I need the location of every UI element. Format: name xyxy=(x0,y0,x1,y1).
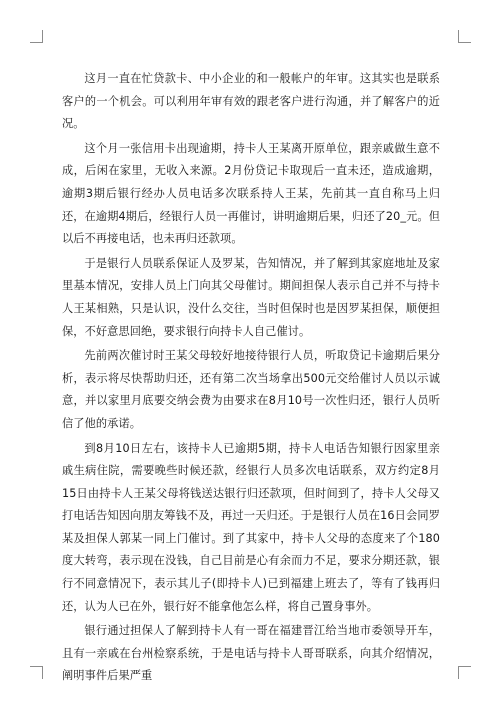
paragraph-guarantor-contact: 于是银行人员联系保证人及罗某，告知情况，并了解到其家庭地址及家里基本情况，安排人员上门向其父母催讨。期间担保人表示自己并不与持卡人王某相熟，只是认识，没什么交往，当时但保时也是因罗某担保，顺便担保，不好意思回绝，要求银行向持卡人自己催讨。 xyxy=(62,256,440,338)
paragraph-overdue-card: 这个月一张信用卡出现逾期，持卡人王某离开原单位，跟亲戚做生意不成，后闲在家里，无收入来源。2月份贷记卡取现后一直未还，造成逾期，逾期3期后银行经办人员电话多次联系持人王某，先前其一直自称马上归还，在逾期4期后，经银行人员一再催讨，讲明逾期后果，归还了20_元。但以后不再接电话，也未再归还款项。 xyxy=(62,141,440,246)
crop-mark-top-left xyxy=(30,30,43,43)
document-body xyxy=(62,68,440,688)
paragraph-first-visits: 先前两次催讨时王某父母较好地接待银行人员，听取贷记卡逾期后果分析，表示将尽快帮助归还，还有第二次当场拿出500元交给催讨人员以示诚意，并以家里月底要交纳会费为由要求在8月10号一次性归还，银行人员听信了他的承诺。 xyxy=(62,349,440,430)
paragraph-annual-review: 这月一直在忙贷款卡、中小企业的和一般帐户的年审。这其实也是联系客户的一个机会。可以利用年审有效的跟老客户进行沟通，并了解客户的近况。 xyxy=(62,72,440,131)
crop-mark-bottom-right xyxy=(458,666,471,679)
crop-mark-top-right xyxy=(458,30,471,43)
paragraph-brother-contact: 银行通过担保人了解到持卡人有一哥在福建晋江给当地市委领导开车，且有一亲戚在台州检察系统，于是电话与持卡人哥哥联系，向其介绍情况，阐明事件后果严重 xyxy=(62,624,440,683)
crop-mark-bottom-left xyxy=(30,666,43,679)
paragraph-august-events: 到8月10日左右，该持卡人已逾期5期，持卡人电话告知银行因家里亲戚生病住院，需要晚些时候还款，经银行人员多次电话联系，双方约定8月15日由持卡人王某父母将钱送达银行归还款项，但时间到了，持卡人父母又打电话告知因向朋友筹钱不及，再过一天归还。于是银行人员在16日会同罗某及担保人郭某一同上门催讨。到了其家中，持卡人父母的态度来了个180度大转弯，表示现在没钱，自己目前是心有余而力不足，要求分期还款，银行不同意情况下，表示其儿子(即持卡人)已到福建上班去了，等有了钱再归还，认为人已在外，银行好不能拿他怎么样，将自己置身事外。 xyxy=(62,441,440,613)
